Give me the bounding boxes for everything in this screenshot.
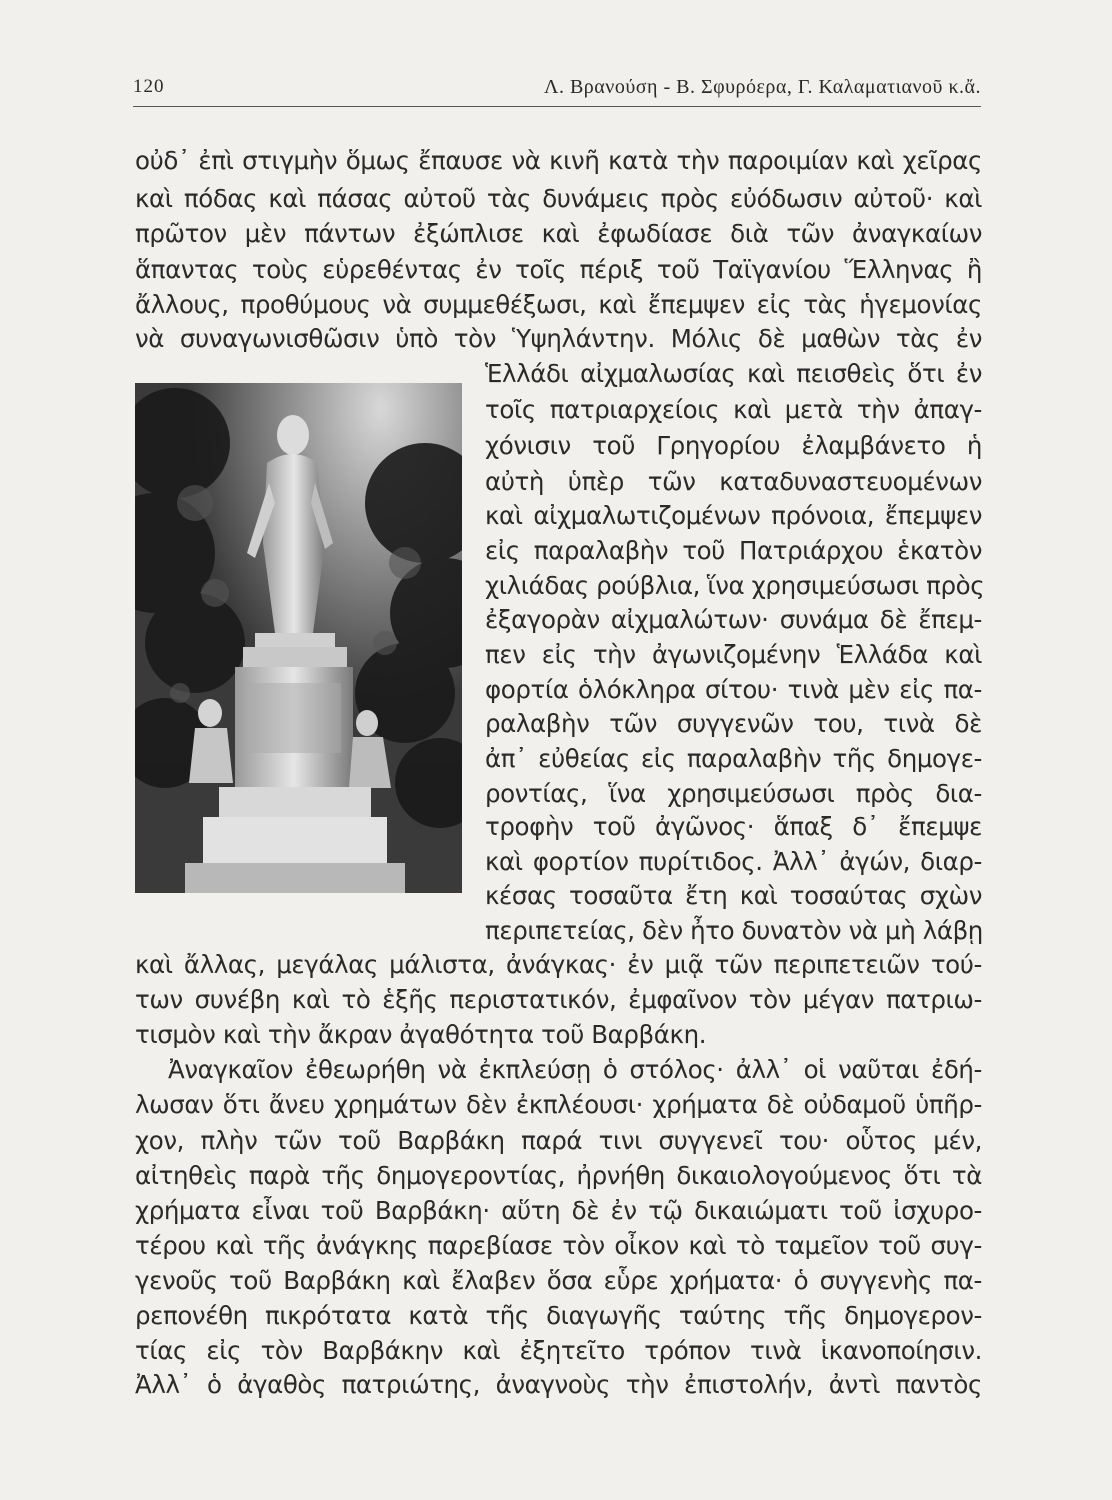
- text-line-32: τέρου καὶ τῆς ἀνάγκης παρεβίασε τὸν οἶκον καὶ τὸ ταμεῖον τοῦ συγ-: [135, 1231, 982, 1260]
- text-line-9: χόνισιν τοῦ Γρηγορίου ἐλαμβάνετο ἡ: [485, 431, 982, 460]
- text-line-26: τισμὸν καὶ τὴν ἄκραν ἀγαθότητα τοῦ Βαρβάκη.: [135, 1020, 707, 1049]
- text-line-35: τίας εἰς τὸν Βαρβάκην καὶ ἐξητεῖτο τρόπον τινὰ ἱκανοποίησιν.: [135, 1336, 982, 1365]
- text-line-36: Ἀλλ᾽ ὁ ἀγαθὸς πατριώτης, ἀναγνοὺς τὴν ἐπιστολήν, ἀντὶ παντὸς: [135, 1370, 982, 1399]
- text-line-3: πρῶτον μὲν πάντων ἐξώπλισε καὶ ἐφωδίασε διὰ τῶν ἀναγκαίων: [135, 219, 982, 248]
- text-line-31: χρήματα εἶναι τοῦ Βαρβάκη· αὕτη δὲ ἐν τῷ δικαιώματι τοῦ ἰσχυρο-: [135, 1196, 982, 1225]
- text-line-27: Ἀναγκαῖον ἐθεωρήθη νὰ ἐκπλεύσῃ ὁ στόλος· ἀλλ᾽ οἱ ναῦται ἐδή-: [168, 1055, 982, 1084]
- text-line-22: κέσας τοσαῦτα ἔτη καὶ τοσαύτας σχὼν: [485, 881, 982, 910]
- page-number: 120: [133, 76, 165, 97]
- text-line-16: φορτία ὁλόκληρα σίτου· τινὰ μὲν εἰς πα-: [485, 675, 982, 704]
- text-line-1: οὐδ᾽ ἐπὶ στιγμὴν ὅμως ἔπαυσε νὰ κινῆ κατὰ τὴν παροιμίαν καὶ χεῖρας: [135, 146, 982, 175]
- text-line-14: ἐξαγορὰν αἰχμαλώτων· συνάμα δὲ ἔπεμ-: [485, 605, 982, 634]
- text-line-23: περιπετείας, δὲν ἦτο δυνατὸν νὰ μὴ λάβῃ: [485, 916, 983, 945]
- text-line-17: ραλαβὴν τῶν συγγενῶν του, τινὰ δὲ: [485, 709, 982, 738]
- text-line-24: καὶ ἄλλας, μεγάλας μάλιστα, ἀνάγκας· ἐν μιᾷ τῶν περιπετειῶν τού-: [135, 950, 982, 979]
- text-line-13: χιλιάδας ρούβλια, ἵνα χρησιμεύσωσι πρὸς: [485, 571, 985, 600]
- text-line-28: λωσαν ὅτι ἄνευ χρημάτων δὲν ἐκπλέουσι· χρήματα δὲ οὐδαμοῦ ὑπῆρ-: [135, 1090, 982, 1119]
- text-line-25: των συνέβη καὶ τὸ ἑξῆς περιστατικόν, ἐμφαῖνον τὸν μέγαν πατριω-: [135, 985, 982, 1014]
- text-line-30: αἰτηθεὶς παρὰ τῆς δημογεροντίας, ἠρνήθη δικαιολογούμενος ὅτι τὰ: [135, 1161, 982, 1190]
- text-line-21: καὶ φορτίον πυρίτιδος. Ἀλλ᾽ ἀγών, διαρ-: [485, 847, 982, 876]
- text-line-6: νὰ συναγωνισθῶσιν ὑπὸ τὸν Ὑψηλάντην. Μόλις δὲ μαθὼν τὰς ἐν: [135, 324, 982, 353]
- text-line-19: ροντίας, ἵνα χρησιμεύσωσι πρὸς δια-: [485, 779, 982, 808]
- text-line-8: τοῖς πατριαρχείοις καὶ μετὰ τὴν ἀπαγ-: [485, 395, 982, 424]
- text-line-11: καὶ αἰχμαλωτιζομένων πρόνοια, ἔπεμψεν: [485, 501, 982, 530]
- text-line-10: αὐτὴ ὑπὲρ τῶν καταδυναστευομένων: [485, 467, 982, 496]
- text-line-7: Ἑλλάδι αἰχμαλωσίας καὶ πεισθεὶς ὅτι ἐν: [485, 359, 982, 388]
- text-line-12: εἰς παραλαβὴν τοῦ Πατριάρχου ἑκατὸν: [485, 536, 982, 565]
- text-line-18: ἀπ᾽ εὐθείας εἰς παραλαβὴν τῆς δημογε-: [485, 744, 982, 773]
- text-line-4: ἅπαντας τοὺς εὑρεθέντας ἐν τοῖς πέριξ τοῦ Ταϊγανίου Ἕλληνας ἢ: [135, 255, 982, 284]
- text-line-29: χον, πλὴν τῶν τοῦ Βαρβάκη παρά τινι συγγενεῖ του· οὗτος μέν,: [135, 1126, 982, 1155]
- page-header: [133, 72, 981, 107]
- text-line-20: τροφὴν τοῦ ἀγῶνος· ἅπαξ δ᾽ ἔπεμψε: [485, 812, 982, 841]
- running-head: Λ. Βρανούση - Β. Σφυρόερα, Γ. Καλαματιανοῦ κ.ἄ.: [543, 76, 981, 98]
- text-line-2: καὶ πόδας καὶ πάσας αὐτοῦ τὰς δυνάμεις πρὸς εὐόδωσιν αὐτοῦ· καὶ: [135, 184, 982, 213]
- statue-photo: [135, 383, 462, 893]
- statue-photo-icon: [135, 383, 462, 893]
- text-line-34: ρεπονέθη πικρότατα κατὰ τῆς διαγωγῆς ταύτης τῆς δημογερον-: [135, 1301, 982, 1330]
- text-line-5: ἄλλους, προθύμους νὰ συμμεθέξωσι, καὶ ἔπεμψεν εἰς τὰς ἡγεμονίας: [135, 290, 982, 319]
- text-line-33: γενοῦς τοῦ Βαρβάκη καὶ ἔλαβεν ὅσα εὗρε χρήματα· ὁ συγγενὴς πα-: [135, 1266, 982, 1295]
- text-line-15: πεν εἰς τὴν ἀγωνιζομένην Ἑλλάδα καὶ: [485, 640, 982, 669]
